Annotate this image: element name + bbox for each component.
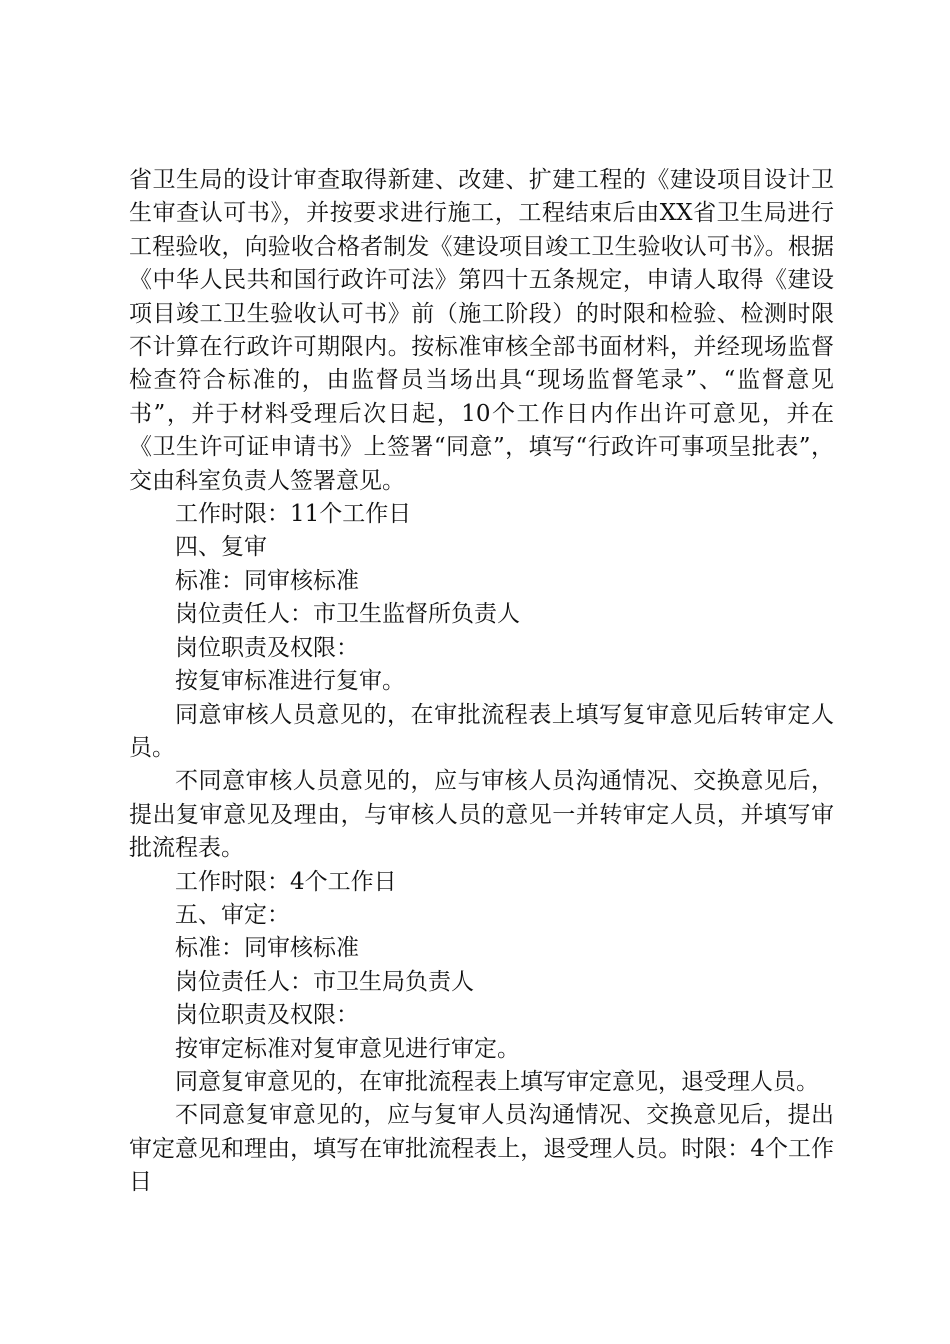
paragraph-time-limit-recheck: 工作时限：4个工作日 xyxy=(175,868,397,895)
paragraph-approval-duties-label: 岗位职责及权限： xyxy=(175,1002,359,1029)
paragraph-approval-duty: 按审定标准对复审意见进行审定。 xyxy=(175,1035,520,1062)
paragraph-recheck-duties-label: 岗位职责及权限： xyxy=(175,634,359,661)
paragraph-recheck-responsible: 岗位责任人：市卫生监督所负责人 xyxy=(175,601,520,628)
paragraph-approval-disagree: 不同意复审意见的，应与复审人员沟通情况、交换意见后，提出审定意见和理由，填写在审批流程表上，退受理人员。时限：4个工作日 xyxy=(129,1102,834,1196)
paragraph-recheck-standard: 标准：同审核标准 xyxy=(175,567,359,594)
paragraph-approval-responsible: 岗位责任人：市卫生局负责人 xyxy=(175,968,474,995)
section-heading-recheck: 四、复审 xyxy=(175,534,267,561)
paragraph-approval-standard: 标准：同审核标准 xyxy=(175,935,359,962)
paragraph-recheck-duty: 按复审标准进行复审。 xyxy=(175,668,405,695)
paragraph-time-limit-review: 工作时限：11个工作日 xyxy=(175,501,412,528)
paragraph-recheck-agree: 同意审核人员意见的，在审批流程表上填写复审意见后转审定人员。 xyxy=(129,701,834,761)
paragraph-approval-agree: 同意复审意见的，在审批流程表上填写审定意见，退受理人员。 xyxy=(175,1068,819,1095)
paragraph-continuation: 省卫生局的设计审查取得新建、改建、扩建工程的《建设项目设计卫生审查认可书》，并按要求进行施工，工程结束后由XX省卫生局进行工程验收，向验收合格者制发《建设项目竣工卫生验收认可书》。根据《中华人民共和国行政许可法》第四十五条规定，申请人取得《建设项目竣工卫生验收认可书》前（施工阶段）的时限和检验、检测时限不计算在行政许可期限内。按标准审核全部书面材料，并经现场监督检查符合标准的，由监督员当场出具“现场监督笔录”、“监督意见书”，并于材料受理后次日起，10个工作日内作出许可意见，并在《卫生许可证申请书》上签署“同意”，填写“行政许可事项呈批表”，交由科室负责人签署意见。 xyxy=(129,167,834,494)
section-heading-approval: 五、审定： xyxy=(175,901,290,928)
document-body xyxy=(129,164,834,1200)
paragraph-recheck-disagree: 不同意审核人员意见的，应与审核人员沟通情况、交换意见后，提出复审意见及理由，与审核人员的意见一并转审定人员，并填写审批流程表。 xyxy=(129,768,834,862)
